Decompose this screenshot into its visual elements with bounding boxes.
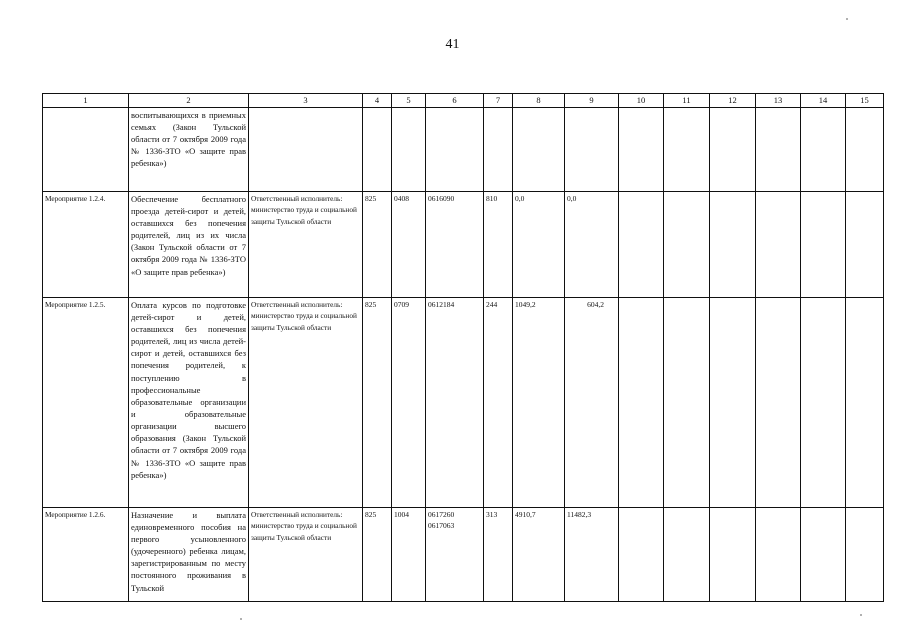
expense-type-cell: 244 [484,297,513,507]
activity-cell: Мероприятие 1.2.4. [43,191,129,297]
description-cell: воспитывающихся в приемных семьях (Закон Тульской области от 7 октября 2009 года № 1336-ЗТО «О защите прав ребенка») [129,107,249,191]
empty-cell [710,107,756,191]
activity-cell: Мероприятие 1.2.6. [43,507,129,601]
executor-cell: Ответственный исполнитель: министерство труда и социальной защиты Тульской области [249,191,363,297]
target-code-secondary: 0617063 [428,521,455,530]
amount-cell: 1049,2 [513,297,565,507]
executor-cell: Ответственный исполнитель: министерство труда и социальной защиты Тульской области [249,297,363,507]
table-row [43,297,884,507]
expense-type-cell: 810 [484,191,513,297]
admin-code-cell: 825 [363,507,392,601]
section-code-cell: 0709 [392,297,426,507]
table-row [43,107,884,191]
empty-cell [846,507,884,601]
section-code-cell: 0408 [392,191,426,297]
empty-cell [664,107,710,191]
empty-cell [710,191,756,297]
target-code-cell [426,107,484,191]
admin-code-cell [363,107,392,191]
column-header: 3 [249,94,363,108]
empty-cell [756,507,801,601]
column-header: 2 [129,94,249,108]
empty-cell [801,507,846,601]
empty-cell [756,191,801,297]
description-cell: Оплата курсов по подготовке детей-сирот и детей, оставшихся без попечения родителей, лиц из числа детей-сирот и детей, оставшихся без попечения родителей, к поступлению в профессиональные образовательные организации и образовательные организации высшего образования (Закон Тульской области от 7 октября 2009 года № 1336-ЗТО «О защите прав ребенка») [129,297,249,507]
scan-artifact [860,614,862,616]
empty-cell [801,191,846,297]
description-cell: Назначение и выплата единовременного пособия на первого усыновленного (удочеренного) ребенка лицам, зарегистрированным по месту постоянного проживания в Тульской [129,507,249,601]
column-header: 13 [756,94,801,108]
amount-cell: 0,0 [513,191,565,297]
column-number-row [43,94,884,108]
amount-cell: 4910,7 [513,507,565,601]
executor-cell: Ответственный исполнитель: министерство труда и социальной защиты Тульской области [249,507,363,601]
column-header: 1 [43,94,129,108]
amount-cell [513,107,565,191]
scan-artifact [240,618,242,620]
empty-cell [801,107,846,191]
activity-cell [43,107,129,191]
column-header: 6 [426,94,484,108]
empty-cell [619,107,664,191]
empty-cell [619,507,664,601]
column-header: 9 [565,94,619,108]
column-header: 8 [513,94,565,108]
section-code-cell [392,107,426,191]
executor-cell [249,107,363,191]
empty-cell [664,297,710,507]
column-header: 4 [363,94,392,108]
table-row [43,191,884,297]
activity-cell: Мероприятие 1.2.5. [43,297,129,507]
empty-cell [846,297,884,507]
column-header: 11 [664,94,710,108]
admin-code-cell: 825 [363,191,392,297]
description-cell: Обеспечение бесплатного проезда детей-сирот и детей, оставшихся без попечения родителей, лиц из их числа (Закон Тульской области от 7 октября 2009 года № 1336-ЗТО «О защите прав ребенка») [129,191,249,297]
amount-cell [565,107,619,191]
column-header: 5 [392,94,426,108]
admin-code-cell: 825 [363,297,392,507]
program-activities-table [42,93,884,602]
expense-type-cell: 313 [484,507,513,601]
empty-cell [756,297,801,507]
empty-cell [710,297,756,507]
target-code-primary: 0617260 [428,509,455,519]
column-header: 14 [801,94,846,108]
table-row [43,507,884,601]
target-code-cell: 0616090 [426,191,484,297]
target-code-cell [426,507,484,601]
empty-cell [710,507,756,601]
empty-cell [801,297,846,507]
amount-cell: 11482,3 [565,507,619,601]
empty-cell [846,191,884,297]
empty-cell [846,107,884,191]
target-code-cell: 0612184 [426,297,484,507]
empty-cell [756,107,801,191]
page-number: 41 [445,37,460,52]
scan-artifact [846,18,848,20]
section-code-cell: 1004 [392,507,426,601]
amount-cell: 604,2 [565,297,619,507]
empty-cell [619,297,664,507]
amount-cell: 0,0 [565,191,619,297]
empty-cell [619,191,664,297]
column-header: 15 [846,94,884,108]
column-header: 7 [484,94,513,108]
empty-cell [664,191,710,297]
column-header: 10 [619,94,664,108]
column-header: 12 [710,94,756,108]
expense-type-cell [484,107,513,191]
empty-cell [664,507,710,601]
